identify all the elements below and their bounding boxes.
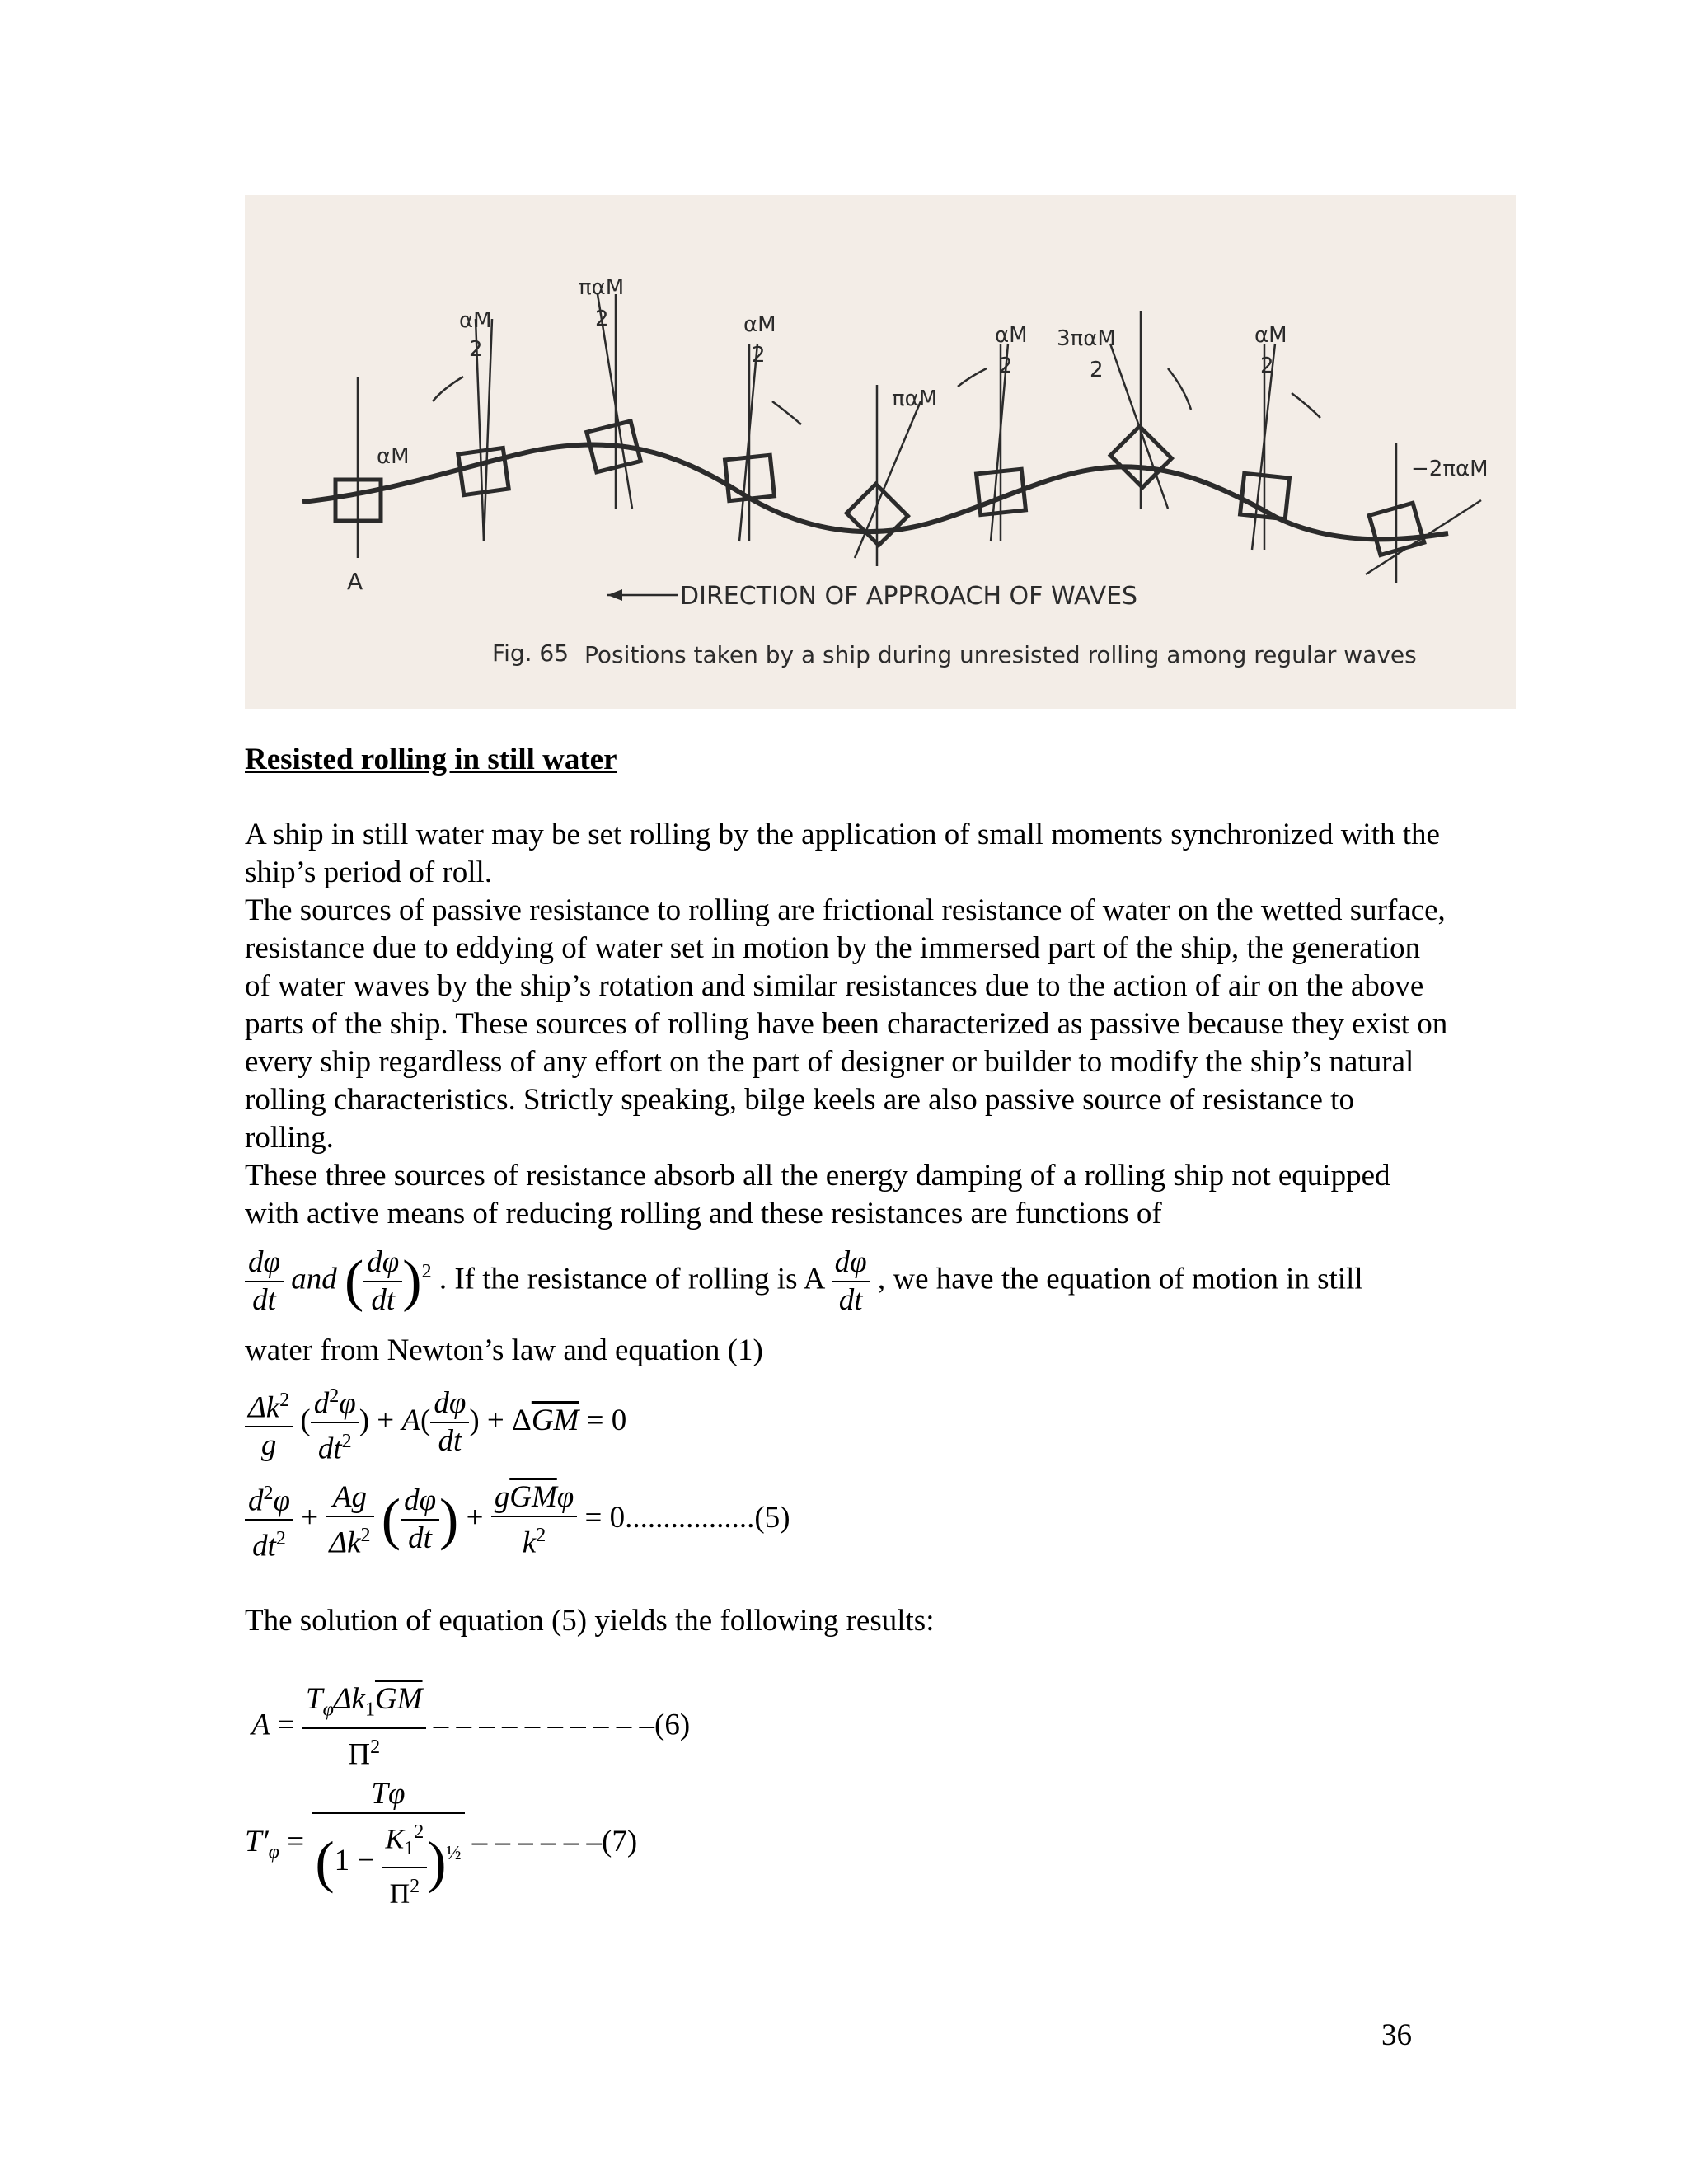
equation-5-label: = 0.................(5) [584, 1500, 790, 1535]
paragraph-3: These three sources of resistance absorb all the energy damping of a rolling ship not equipped with active means of reducing rolling and these resistances are functions of [245, 1159, 1390, 1230]
caption-number: Fig. 65 [492, 640, 570, 667]
continuation-text: water from Newton’s law and equation (1) [245, 1333, 763, 1367]
equation-7-label: – – – – – –(7) [471, 1825, 638, 1859]
equation-motion: $\frac{\Delta k^2}{g}$ ( $\frac{d^2\varphi}{dt^2}$ ) + A( $\frac{d\varphi}{dt}$ ) + $\Delta\overline{GM} = 0$ [245, 1378, 626, 1468]
page-number: 36 [1381, 2018, 1412, 2052]
resistance-text: . If the resistance of rolling is A [438, 1262, 824, 1296]
paragraph-2: The sources of passive resistance to rolling are frictional resistance of water on the wetted surface, resistance due to eddying of water set in motion by the immersed part of the ship, the generation of water waves by the ship’s rotation and similar resistances due to the action of air on the above parts of the ship. These sources of rolling have been characterized as passive because they exist on every ship regardless of any effort on the part of designer or builder to modify the ship’s natural rolling characteristics. Strictly speaking, bilge keels are also passive source of resistance to rolling. [245, 893, 1448, 1155]
solution-text: The solution of equation (5) yields the following results: [245, 1604, 935, 1638]
label-pi-alpha-m: παM [892, 387, 938, 411]
label-a: A [347, 568, 363, 595]
svg-text:2: 2 [752, 343, 766, 368]
label-2-a: 2 [469, 337, 483, 362]
svg-text:2: 2 [1090, 358, 1104, 382]
figure-65 [245, 195, 1516, 709]
inline-equation: $\frac{d\varphi}{dt}$ and ( $\frac{d\varphi}{dt}$ )$^2$ . If the resistance of rolling is A $\frac{d\varphi}{dt}$ , we have the equation of motion in still [245, 1244, 1363, 1319]
and-word: and [291, 1262, 337, 1296]
section-heading: Resisted rolling in still water [245, 743, 617, 776]
paragraph-1: A ship in still water may be set rolling by the application of small moments synchronized with the ship’s period of roll. [245, 818, 1440, 889]
svg-text:2: 2 [1260, 354, 1274, 378]
label-2-pi-alpha-m: −2παM [1411, 457, 1489, 481]
label-alpha-m: αM [377, 444, 410, 469]
rolling-diagram [245, 195, 1516, 709]
label-3-pi-alpha-m-2: 3παM [1057, 326, 1116, 351]
label-alpha-m-2-b: αM [743, 312, 776, 337]
svg-text:2: 2 [999, 354, 1013, 378]
label-alpha-m-2-a: αM [459, 308, 492, 333]
equation-6: A = $\frac{T_\varphi\Delta k_1\overline{GM}}{\Pi^2}$ – – – – – – – – – –(6) [251, 1682, 691, 1772]
equation-6-label: – – – – – – – – – –(6) [433, 1708, 691, 1742]
ship-2 [458, 448, 509, 494]
direction-label: DIRECTION OF APPROACH OF WAVES [680, 582, 1138, 611]
label-alpha-m-2-d: αM [1254, 323, 1287, 348]
caption-text: Positions taken by a ship during unresisted rolling among regular waves [584, 641, 1417, 668]
equation-5: $\frac{d^2\varphi}{dt^2}$ + $\frac{Ag}{\Delta k^2}$ ( $\frac{d\varphi}{dt}$ ) + $\frac{g\overline{GM}\varphi}{k^2}$ = 0.................(5) [245, 1475, 790, 1565]
svg-text:2: 2 [595, 307, 609, 331]
body-text [245, 816, 1448, 1233]
label-pi-alpha-m-2: παM [579, 275, 625, 300]
label-alpha-m-2-c: αM [995, 323, 1028, 348]
motion-text: , we have the equation of motion in still [877, 1262, 1363, 1296]
equation-7: $T'_\varphi$ = Tφ (1 − $\frac{K_1^2}{\Pi^2}$ )$^{\frac{1}{2}}$ – – – – – –(7) [245, 1777, 638, 1910]
